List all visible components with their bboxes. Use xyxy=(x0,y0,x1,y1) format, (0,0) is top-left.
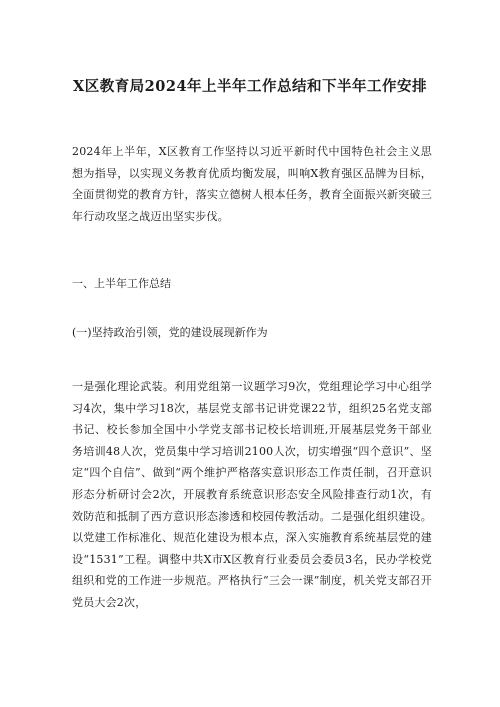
section-heading: 一、上半年工作总结 xyxy=(72,277,171,290)
body-paragraph: 一是强化理论武装。利用党组第一议题学习9次，党组理论学习中心组学习4次，集中学习18次，基层党支部书记讲党课22节，组织25名党支部书记、校长参加全国中小学党支部书记校长培训班,开展基层党务干部业务培训48人次，党员集中学习培训2100人次，切实增强“四个意识”、坚定“四个自信”、做到“两个维护严格落实意识形态工作责任制，召开意识形态分析研讨会2次，开展教育系统意识形态安全风险排查行动1次，有效防范和抵制了西方意识形态渗透和校园传教活动。二是强化组织建设。以党建工作标准化、规范化建设为根本点，深入实施教育系统基层党的建设“1531”工程。调整中共X市X区教育行业委员会委员3名，民办学校党组织和党的工作进一步规范。严格执行“三会一课”制度，机关党支部召开党员大会2次， xyxy=(72,380,432,609)
document-title: X区教育局2024年上半年工作总结和下半年工作安排 xyxy=(72,78,428,95)
intro-paragraph: 2024年上半年，X区教育工作坚持以习近平新时代中国特色社会主义思想为指导，以实现义务教育优质均衡发展，叫响X教育强区品牌为目标，全面贯彻党的教育方针，落实立德树人根本任务，教育全面振兴新突破三年行动攻坚之战迈出坚实步伐。 xyxy=(72,145,432,223)
subsection-heading: (一)坚持政治引领，党的建设展现新作为 xyxy=(72,326,268,339)
